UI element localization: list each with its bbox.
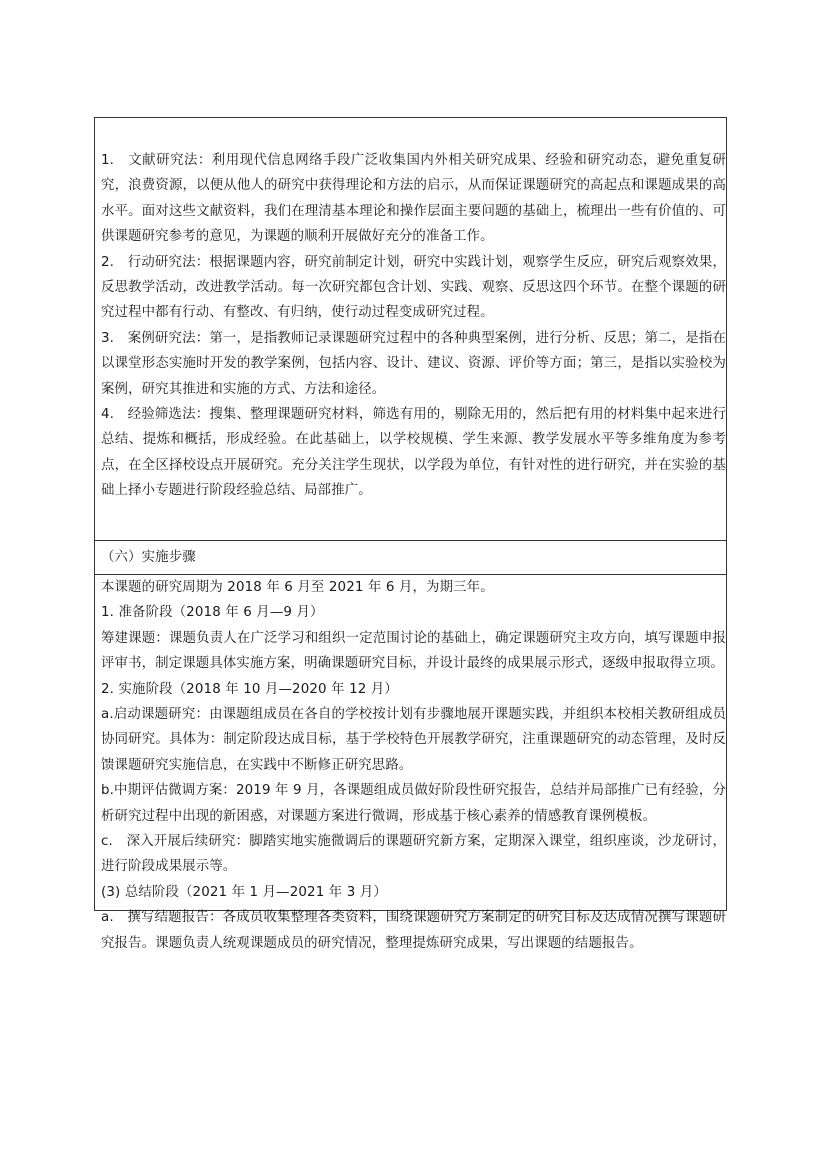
- stage-heading-preparation: 1. 准备阶段（2018 年 6 月—9 月）: [101, 605, 324, 621]
- research-methods-cell: [95, 118, 726, 540]
- stage-text-preparation: 筹建课题：课题负责人在广泛学习和组织一定范围讨论的基础上，确定课题研究主攻方向，填写课题申报评审书，制定课题具体实施方案，明确课题研究目标，并设计最终的成果展示形式，逐级申报取得立项。: [101, 630, 726, 672]
- content-table: [94, 117, 727, 951]
- method-paragraph-experience: 4. 经验筛选法：搜集、整理课题研究材料，筛选有用的，剔除无用的，然后把有用的材料集中起来进行总结、提炼和概括，形成经验。在此基础上，以学校规模、学生来源、教学发展水平等多维角度为参考点，在全区择校设点开展研究。充分关注学生现状，以学段为单位，有针对性的进行研究，并在实验的基础上择小专题进行阶段经验总结、局部推广。: [101, 407, 726, 499]
- stage-heading-implementation: 2. 实施阶段（2018 年 10 月—2020 年 12 月）: [101, 681, 398, 697]
- stage-item-start-research: a.启动课题研究：由课题组成员在各自的学校按计划有步骤地展开课题实践，并组织本校相关教研组成员协同研究。具体为：制定阶段达成目标，基于学校特色开展教学研究，注重课题研究的动态管理，及时反馈课题研究实施信息，在实践中不断修正研究思路。: [101, 707, 726, 773]
- section-heading-cell: [95, 540, 726, 574]
- method-paragraph-literature: 1. 文献研究法：利用现代信息网络手段广泛收集国内外相关研究成果、经验和研究动态，避免重复研究，浪费资源，以便从他人的研究中获得理论和方法的启示，从而保证课题研究的高起点和课题成果的高水平。面对这些文献资料，我们在理清基本理论和操作层面主要问题的基础上，梳理出一些有价值的、可供课题研究参考的意见，为课题的顺利开展做好充分的准备工作。: [101, 153, 726, 245]
- stage-item-midterm-evaluation: b.中期评估微调方案：2019 年 9 月，各课题组成员做好阶段性研究报告，总结并局部推广已有经验，分析研究过程中出现的新困惑，对课题方案进行微调，形成基于核心素养的情感教育课例模板。: [101, 783, 726, 824]
- method-paragraph-action: 2. 行动研究法：根据课题内容，研究前制定计划，研究中实践计划，观察学生反应，研究后观察效果，反思教学活动，改进教学活动。每一次研究都包含计划、实践、观察、反思这四个环节。在整个课题的研究过程中都有行动、有整改、有归纳，使行动过程变成研究过程。: [101, 254, 726, 321]
- stage-item-final-report: a. 撰写结题报告：各成员收集整理各类资料，围绕课题研究方案制定的研究目标及达成情况撰写课题研究报告。课题负责人统观课题成员的研究情况，整理提炼研究成果，写出课题的结题报告。: [101, 910, 726, 951]
- stage-heading-summary: (3) 总结阶段（2021 年 1 月—2021 年 3 月）: [101, 884, 387, 900]
- section-heading: （六）实施步骤: [101, 550, 196, 565]
- implementation-steps-cell: [95, 574, 726, 951]
- method-paragraph-case: 3. 案例研究法：第一，是指教师记录课题研究过程中的各种典型案例，进行分析、反思；第二，是指在以课堂形态实施时开发的教学案例，包括内容、设计、建议、资源、评价等方面；第三，是指以实验校为案例，研究其推进和实施的方式、方法和途径。: [101, 330, 726, 397]
- steps-intro: 本课题的研究周期为 2018 年 6 月至 2021 年 6 月，为期三年。: [101, 580, 494, 595]
- stage-item-follow-up-research: c. 深入开展后续研究：脚踏实地实施微调后的课题研究新方案，定期深入课堂，组织座谈，沙龙研讨，进行阶段成果展示等。: [101, 834, 726, 875]
